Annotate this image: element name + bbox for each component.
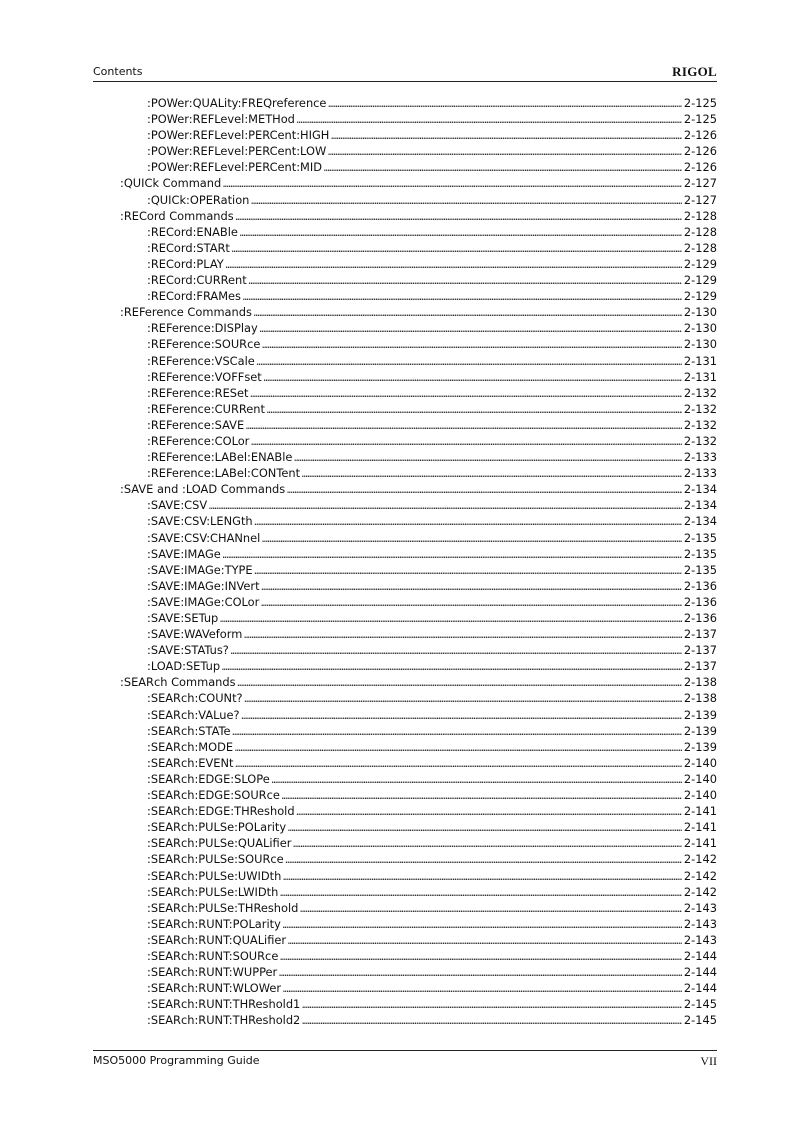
toc-entry-title: :SEARch:PULSe:THReshold xyxy=(147,900,299,915)
toc-entry[interactable] xyxy=(93,739,717,755)
toc-entry-page: 2-132 xyxy=(683,401,717,416)
toc-dot-leader xyxy=(235,208,682,224)
toc-entry[interactable] xyxy=(93,111,717,127)
toc-dot-leader xyxy=(261,336,682,352)
toc-section-entry[interactable] xyxy=(93,674,717,690)
toc-entry-title: :QUICk:OPERation xyxy=(147,192,250,207)
toc-entry[interactable] xyxy=(93,594,717,610)
toc-entry[interactable] xyxy=(93,916,717,932)
toc-dot-leader xyxy=(287,932,682,948)
toc-dot-leader xyxy=(231,240,682,256)
toc-dot-leader xyxy=(287,819,682,835)
toc-entry-page: 2-129 xyxy=(683,256,717,271)
toc-section-entry[interactable] xyxy=(93,304,717,320)
toc-entry-page: 2-132 xyxy=(683,385,717,400)
toc-dot-leader xyxy=(256,353,682,369)
toc-entry-page: 2-137 xyxy=(683,643,717,658)
toc-entry[interactable] xyxy=(93,787,717,803)
toc-dot-leader xyxy=(239,224,682,240)
toc-entry-title: :SAVE and :LOAD Commands xyxy=(120,482,286,497)
toc-dot-leader xyxy=(248,272,682,288)
toc-entry-title: :RECord:FRAMes xyxy=(147,289,241,304)
toc-entry[interactable] xyxy=(93,755,717,771)
toc-entry[interactable] xyxy=(93,95,717,111)
toc-entry-title: :REFerence:VSCale xyxy=(147,353,255,368)
toc-entry[interactable] xyxy=(93,320,717,336)
toc-dot-leader xyxy=(279,884,682,900)
toc-entry[interactable] xyxy=(93,159,717,175)
toc-entry-page: 2-136 xyxy=(683,611,717,625)
toc-entry[interactable] xyxy=(93,1012,717,1028)
toc-dot-leader xyxy=(230,642,682,658)
toc-entry-page: 2-145 xyxy=(683,997,717,1012)
toc-entry[interactable] xyxy=(93,192,717,208)
toc-entry-page: 2-132 xyxy=(683,433,717,448)
toc-dot-leader xyxy=(266,401,682,417)
toc-entry-page: 2-142 xyxy=(683,868,717,883)
toc-entry-page: 2-127 xyxy=(683,176,717,191)
toc-dot-leader xyxy=(208,497,682,513)
toc-entry-page: 2-137 xyxy=(683,659,717,674)
toc-entry[interactable] xyxy=(93,240,717,256)
toc-entry-page: 2-131 xyxy=(683,353,717,368)
toc-dot-leader xyxy=(221,658,682,674)
toc-entry-title: :SEARch:COUNt? xyxy=(147,691,243,706)
toc-entry-page: 2-143 xyxy=(683,900,717,915)
toc-entry-title: :SEARch:MODE xyxy=(147,739,234,754)
toc-entry-page: 2-143 xyxy=(683,916,717,931)
toc-dot-leader xyxy=(292,835,681,851)
toc-entry-title: :POWer:QUALity:FREQreference xyxy=(147,96,327,110)
toc-entry-page: 2-127 xyxy=(683,192,717,207)
toc-entry-title: :REFerence Commands xyxy=(120,305,252,320)
toc-entry-page: 2-130 xyxy=(683,337,717,352)
toc-entry[interactable] xyxy=(93,513,717,529)
toc-entry[interactable] xyxy=(93,385,717,401)
toc-entry-title: :SAVE:IMAGe xyxy=(147,546,221,561)
toc-dot-leader xyxy=(244,690,682,706)
toc-entry-title: :SEARch:RUNT:WUPPer xyxy=(147,965,278,980)
toc-entry-title: :LOAD:SETup xyxy=(147,659,221,674)
toc-entry-page: 2-126 xyxy=(683,160,717,175)
toc-dot-leader xyxy=(245,417,682,433)
toc-section-entry[interactable] xyxy=(93,208,717,224)
toc-entry[interactable] xyxy=(93,948,717,964)
toc-entry-page: 2-131 xyxy=(683,369,717,384)
toc-entry[interactable] xyxy=(93,562,717,578)
toc-entry[interactable] xyxy=(93,127,717,143)
toc-entry-title: :POWer:REFLevel:PERCent:MID xyxy=(147,160,323,175)
toc-dot-leader xyxy=(260,594,682,610)
toc-entry[interactable] xyxy=(93,964,717,980)
toc-dot-leader xyxy=(301,1012,682,1028)
toc-entry[interactable] xyxy=(93,272,717,288)
toc-entry-title: :SAVE:IMAGe:COLor xyxy=(147,594,260,609)
toc-entry[interactable] xyxy=(93,835,717,851)
toc-entry-page: 2-135 xyxy=(683,562,717,577)
toc-entry[interactable] xyxy=(93,851,717,867)
toc-dot-leader xyxy=(296,803,682,819)
toc-dot-leader xyxy=(261,578,682,594)
toc-entry-title: :SEARch:STATe xyxy=(147,723,231,738)
header-brand-logo: RIGOL xyxy=(672,64,717,79)
toc-entry-page: 2-133 xyxy=(683,450,717,465)
toc-entry[interactable] xyxy=(93,690,717,706)
toc-entry-title: :SAVE:CSV:LENGth xyxy=(147,514,253,529)
toc-entry-title: :REFerence:LABel:ENABle xyxy=(147,450,293,465)
toc-entry-page: 2-139 xyxy=(683,739,717,754)
toc-entry-title: :SEARch:EVENt xyxy=(147,755,234,770)
footer-page-number: VII xyxy=(700,1054,717,1068)
toc-entry[interactable] xyxy=(93,932,717,948)
toc-dot-leader xyxy=(299,900,682,916)
toc-entry-page: 2-138 xyxy=(683,675,717,690)
toc-dot-leader xyxy=(278,964,682,980)
toc-entry[interactable] xyxy=(93,707,717,723)
header-section-title: Contents xyxy=(93,65,143,78)
toc-entry-title: :SAVE:SETup xyxy=(147,611,219,625)
toc-entry-title: :REFerence:RESet xyxy=(147,385,249,400)
toc-entry-page: 2-137 xyxy=(683,627,717,642)
toc-entry-title: :SEARch:RUNT:POLarity xyxy=(147,916,281,931)
toc-dot-leader xyxy=(301,996,682,1012)
toc-entry[interactable] xyxy=(93,497,717,513)
toc-entry[interactable] xyxy=(93,530,717,546)
page-footer xyxy=(93,1050,717,1071)
toc-entry[interactable] xyxy=(93,803,717,819)
toc-entry-title: :SEARch:PULSe:UWIDth xyxy=(147,868,282,883)
toc-entry[interactable] xyxy=(93,980,717,996)
toc-entry-page: 2-139 xyxy=(683,707,717,722)
toc-entry-title: :SEARch:VALue? xyxy=(147,707,240,722)
toc-entry-page: 2-130 xyxy=(683,305,717,320)
toc-entry[interactable] xyxy=(93,369,717,385)
toc-entry[interactable] xyxy=(93,868,717,884)
toc-entry[interactable] xyxy=(93,578,717,594)
toc-dot-leader xyxy=(242,288,682,304)
table-of-contents xyxy=(93,95,717,1028)
toc-entry[interactable] xyxy=(93,884,717,900)
toc-dot-leader xyxy=(222,546,682,562)
toc-entry-page: 2-128 xyxy=(683,224,717,239)
toc-entry-title: :SAVE:CSV xyxy=(147,498,208,513)
toc-entry-page: 2-128 xyxy=(683,208,717,223)
toc-entry-page: 2-144 xyxy=(683,981,717,996)
toc-entry-title: :REFerence:CURRent xyxy=(147,401,265,416)
toc-entry-title: :REFerence:LABel:CONTent xyxy=(147,466,301,481)
toc-entry[interactable] xyxy=(93,449,717,465)
toc-dot-leader xyxy=(250,433,682,449)
toc-entry-page: 2-125 xyxy=(683,112,717,127)
toc-entry[interactable] xyxy=(93,658,717,674)
toc-entry[interactable] xyxy=(93,401,717,417)
toc-dot-leader xyxy=(219,610,682,626)
toc-entry-title: :POWer:REFLevel:PERCent:LOW xyxy=(147,144,327,159)
toc-entry-page: 2-140 xyxy=(683,771,717,786)
toc-dot-leader xyxy=(282,868,682,884)
toc-dot-leader xyxy=(271,771,682,787)
toc-dot-leader xyxy=(254,562,682,578)
toc-entry[interactable] xyxy=(93,900,717,916)
toc-entry-page: 2-136 xyxy=(683,594,717,609)
toc-entry-title: :SEARch:RUNT:THReshold1 xyxy=(147,997,301,1012)
toc-dot-leader xyxy=(241,707,682,723)
toc-entry-title: :SEARch:EDGE:SOURce xyxy=(147,788,280,803)
toc-entry-title: :REFerence:COLor xyxy=(147,433,250,448)
toc-entry-page: 2-134 xyxy=(683,498,717,513)
toc-entry-title: :REFerence:VOFFset xyxy=(147,369,262,384)
toc-entry-page: 2-134 xyxy=(683,482,717,497)
toc-entry[interactable] xyxy=(93,642,717,658)
toc-entry-page: 2-135 xyxy=(683,546,717,561)
toc-dot-leader xyxy=(259,320,682,336)
toc-dot-leader xyxy=(327,143,682,159)
toc-entry[interactable] xyxy=(93,143,717,159)
toc-entry-page: 2-145 xyxy=(683,1013,717,1028)
toc-entry[interactable] xyxy=(93,610,717,626)
toc-entry-page: 2-136 xyxy=(683,578,717,593)
toc-entry-title: :SEARch:RUNT:WLOWer xyxy=(147,981,282,996)
toc-entry[interactable] xyxy=(93,465,717,481)
toc-entry[interactable] xyxy=(93,288,717,304)
toc-entry[interactable] xyxy=(93,546,717,562)
toc-entry-title: :REFerence:SAVE xyxy=(147,417,245,432)
toc-entry-title: :SEARch:EDGE:SLOPe xyxy=(147,771,270,786)
toc-entry-page: 2-142 xyxy=(683,884,717,899)
toc-dot-leader xyxy=(330,127,682,143)
toc-dot-leader xyxy=(234,739,682,755)
toc-entry[interactable] xyxy=(93,224,717,240)
toc-entry-title: :QUICk Command xyxy=(120,176,222,191)
toc-dot-leader xyxy=(327,95,681,111)
toc-dot-leader xyxy=(253,304,682,320)
toc-dot-leader xyxy=(243,626,682,642)
toc-dot-leader xyxy=(296,111,682,127)
toc-entry[interactable] xyxy=(93,433,717,449)
toc-entry-page: 2-141 xyxy=(683,804,717,819)
toc-entry-title: :REFerence:SOURce xyxy=(147,337,261,352)
toc-entry-title: :RECord:PLAY xyxy=(147,256,224,271)
toc-dot-leader xyxy=(293,449,682,465)
toc-dot-leader xyxy=(250,192,682,208)
toc-dot-leader xyxy=(234,755,681,771)
toc-section-entry[interactable] xyxy=(93,175,717,191)
page-header xyxy=(93,64,717,82)
toc-entry-page: 2-134 xyxy=(683,514,717,529)
toc-entry[interactable] xyxy=(93,723,717,739)
toc-entry-page: 2-141 xyxy=(683,836,717,851)
toc-entry-page: 2-133 xyxy=(683,466,717,481)
toc-entry-page: 2-126 xyxy=(683,128,717,143)
toc-entry-title: :RECord:CURRent xyxy=(147,273,247,288)
toc-dot-leader xyxy=(263,369,682,385)
toc-entry-title: :SEARch:PULSe:SOURce xyxy=(147,852,284,867)
toc-entry-page: 2-128 xyxy=(683,240,717,255)
toc-dot-leader xyxy=(225,256,682,272)
toc-dot-leader xyxy=(222,175,682,191)
toc-entry-page: 2-126 xyxy=(683,144,717,159)
toc-dot-leader xyxy=(237,674,682,690)
toc-entry-page: 2-139 xyxy=(683,723,717,738)
toc-entry-page: 2-138 xyxy=(683,691,717,706)
toc-entry[interactable] xyxy=(93,996,717,1012)
toc-entry-title: :SAVE:CSV:CHANnel xyxy=(147,530,261,545)
toc-entry-title: :SEARch:PULSe:QUALifier xyxy=(147,836,292,851)
toc-entry[interactable] xyxy=(93,819,717,835)
toc-dot-leader xyxy=(279,948,682,964)
footer-document-title: MSO5000 Programming Guide xyxy=(93,1054,260,1067)
toc-entry-title: :SAVE:IMAGe:INVert xyxy=(147,578,260,593)
toc-entry[interactable] xyxy=(93,353,717,369)
toc-entry-page: 2-129 xyxy=(683,273,717,288)
toc-entry-page: 2-125 xyxy=(683,96,717,110)
toc-entry[interactable] xyxy=(93,336,717,352)
toc-entry-page: 2-141 xyxy=(683,820,717,835)
toc-dot-leader xyxy=(285,851,682,867)
toc-entry-title: :SEARch:EDGE:THReshold xyxy=(147,804,295,819)
toc-entry-title: :SEARch:RUNT:THReshold2 xyxy=(147,1013,301,1028)
toc-entry-title: :SEARch Commands xyxy=(120,675,236,690)
toc-dot-leader xyxy=(323,159,682,175)
toc-entry-title: :POWer:REFLevel:METHod xyxy=(147,112,295,127)
toc-entry-page: 2-130 xyxy=(683,321,717,336)
toc-section-entry[interactable] xyxy=(93,481,717,497)
toc-entry-page: 2-135 xyxy=(683,530,717,545)
toc-dot-leader xyxy=(261,530,682,546)
toc-entry[interactable] xyxy=(93,256,717,272)
toc-entry-title: :RECord:STARt xyxy=(147,240,230,255)
toc-entry-page: 2-140 xyxy=(683,755,717,770)
toc-entry-title: :RECord Commands xyxy=(120,208,234,223)
toc-entry-page: 2-142 xyxy=(683,852,717,867)
toc-entry-title: :SEARch:PULSe:LWIDth xyxy=(147,884,279,899)
toc-entry-title: :POWer:REFLevel:PERCent:HIGH xyxy=(147,128,330,143)
toc-entry-title: :SAVE:STATus? xyxy=(147,643,229,658)
toc-entry-page: 2-143 xyxy=(683,932,717,947)
toc-entry[interactable] xyxy=(93,417,717,433)
toc-dot-leader xyxy=(282,916,682,932)
toc-entry-title: :RECord:ENABle xyxy=(147,224,238,239)
toc-dot-leader xyxy=(286,481,682,497)
toc-dot-leader xyxy=(249,385,681,401)
toc-entry-page: 2-129 xyxy=(683,289,717,304)
toc-entry-title: :REFerence:DISPlay xyxy=(147,321,258,336)
toc-entry-title: :SAVE:IMAGe:TYPE xyxy=(147,562,253,577)
toc-entry[interactable] xyxy=(93,771,717,787)
toc-entry-title: :SEARch:RUNT:SOURce xyxy=(147,948,279,963)
toc-dot-leader xyxy=(254,513,682,529)
toc-entry[interactable] xyxy=(93,626,717,642)
toc-entry-title: :SEARch:PULSe:POLarity xyxy=(147,820,287,835)
toc-dot-leader xyxy=(301,465,682,481)
toc-dot-leader xyxy=(232,723,682,739)
toc-entry-title: :SAVE:WAVeform xyxy=(147,627,243,642)
toc-entry-title: :SEARch:RUNT:QUALifier xyxy=(147,932,287,947)
toc-dot-leader xyxy=(282,980,682,996)
toc-entry-page: 2-140 xyxy=(683,788,717,803)
toc-entry-page: 2-144 xyxy=(683,965,717,980)
toc-entry-page: 2-132 xyxy=(683,417,717,432)
toc-dot-leader xyxy=(281,787,682,803)
toc-entry-page: 2-144 xyxy=(683,948,717,963)
